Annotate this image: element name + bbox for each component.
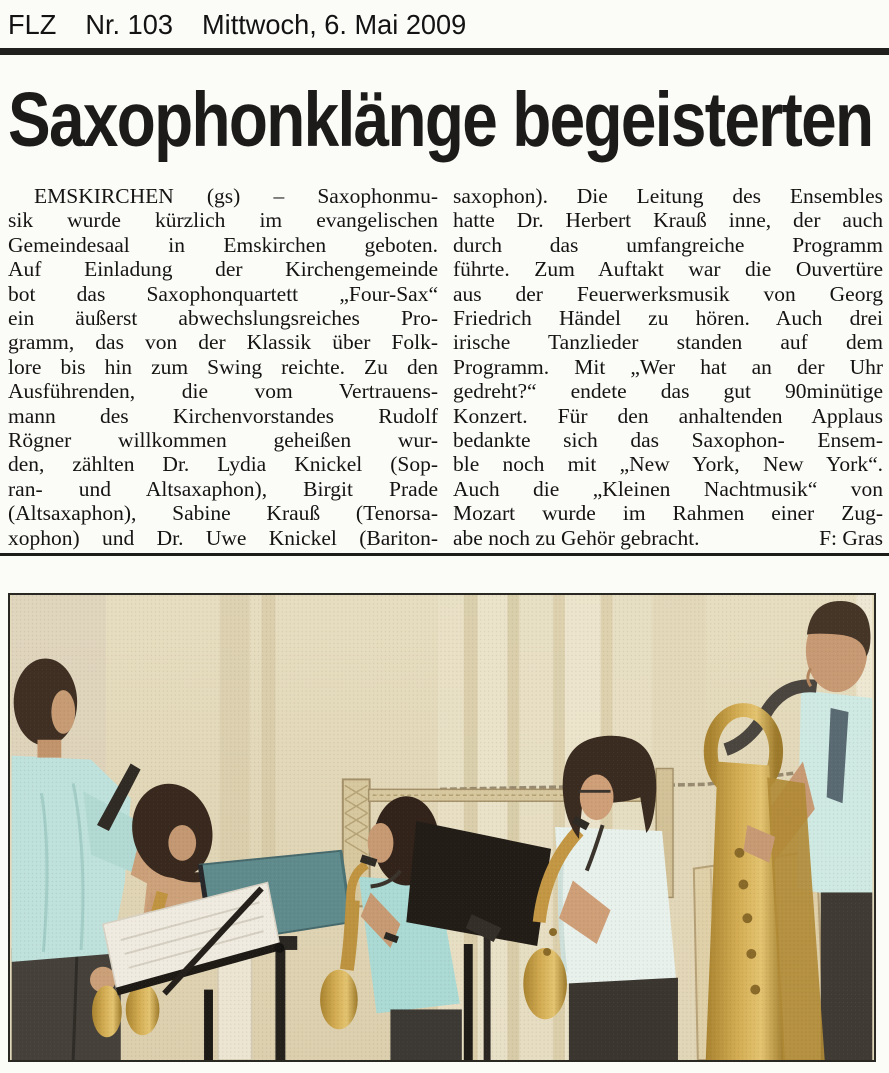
article-line: irische Tanzlieder standen auf dem [453,330,883,355]
article-last-line [453,526,883,550]
article-line: führte. Zum Auftakt war die Ouvertüre [453,257,883,282]
article-line: lore bis hin zum Swing reichte. Zu den [8,354,438,379]
article-line: ble noch mit „New York, New York“. [453,452,883,477]
article-line: gramm, das von der Klassik über Folk- [8,330,438,355]
photo-credit: F: Gras [819,525,883,550]
article-line: den, zählten Dr. Lydia Knickel (Sop- [8,452,438,477]
section-rule [0,553,889,556]
article-line: Konzert. Für den anhaltenden Applaus [453,403,883,428]
article-column-1 [8,184,438,550]
article-line: mann des Kirchenvorstandes Rudolf [8,403,438,428]
article-line: (Altsaxaphon), Sabine Krauß (Tenorsa- [8,501,438,526]
paper-name: FLZ [8,9,57,40]
issue-date: Mittwoch, 6. Mai 2009 [202,9,467,40]
article-body [8,184,884,550]
article-line: Mozart wurde im Rahmen einer Zug- [453,501,883,526]
article-line: Auf Einladung der Kirchengemeinde [8,257,438,282]
article-line: aus der Feuerwerksmusik von Georg [453,281,883,306]
article-line: Friedrich Händel zu hören. Auch drei [453,306,883,331]
article-line: gedreht?“ endete das gut 90minütige [453,379,883,404]
issue-number: Nr. 103 [85,9,173,40]
article-line: ein äußerst abwechslungsreiches Pro- [8,306,438,331]
article-photo [8,593,876,1062]
article-line: xophon) und Dr. Uwe Knickel (Bariton- [8,525,438,550]
article-line: durch das umfangreiche Programm [453,232,883,257]
halftone-overlay [12,595,873,1060]
article-column-2 [453,184,883,550]
article-headline: Saxophonklänge begeisterten [8,77,873,163]
article-line: hatte Dr. Herbert Krauß inne, der auch [453,208,883,233]
article-line: bot das Saxophonquartett „Four-Sax“ [8,281,438,306]
article-line: Rögner willkommen geheißen wur- [8,428,438,453]
article-line-end: abe noch zu Gehör gebracht. [453,525,700,550]
article-line: ran- und Altsaxaphon), Birgit Prade [8,476,438,501]
masthead-rule [0,48,889,55]
article-line: Gemeindesaal in Emskirchen geboten. [8,232,438,257]
article-line: bedankte sich das Saxophon- Ensem- [453,428,883,453]
article-line: Auch die „Kleinen Nachtmusik“ von [453,476,883,501]
article-line: EMSKIRCHEN (gs) – Saxophonmu- [34,184,438,208]
masthead [8,9,858,41]
article-line: Ausführenden, die vom Vertrauens- [8,379,438,404]
article-line: saxophon). Die Leitung des Ensembles [453,184,883,208]
article-line: Programm. Mit „Wer hat an der Uhr [453,354,883,379]
article-line: sik wurde kürzlich im evangelischen [8,208,438,233]
